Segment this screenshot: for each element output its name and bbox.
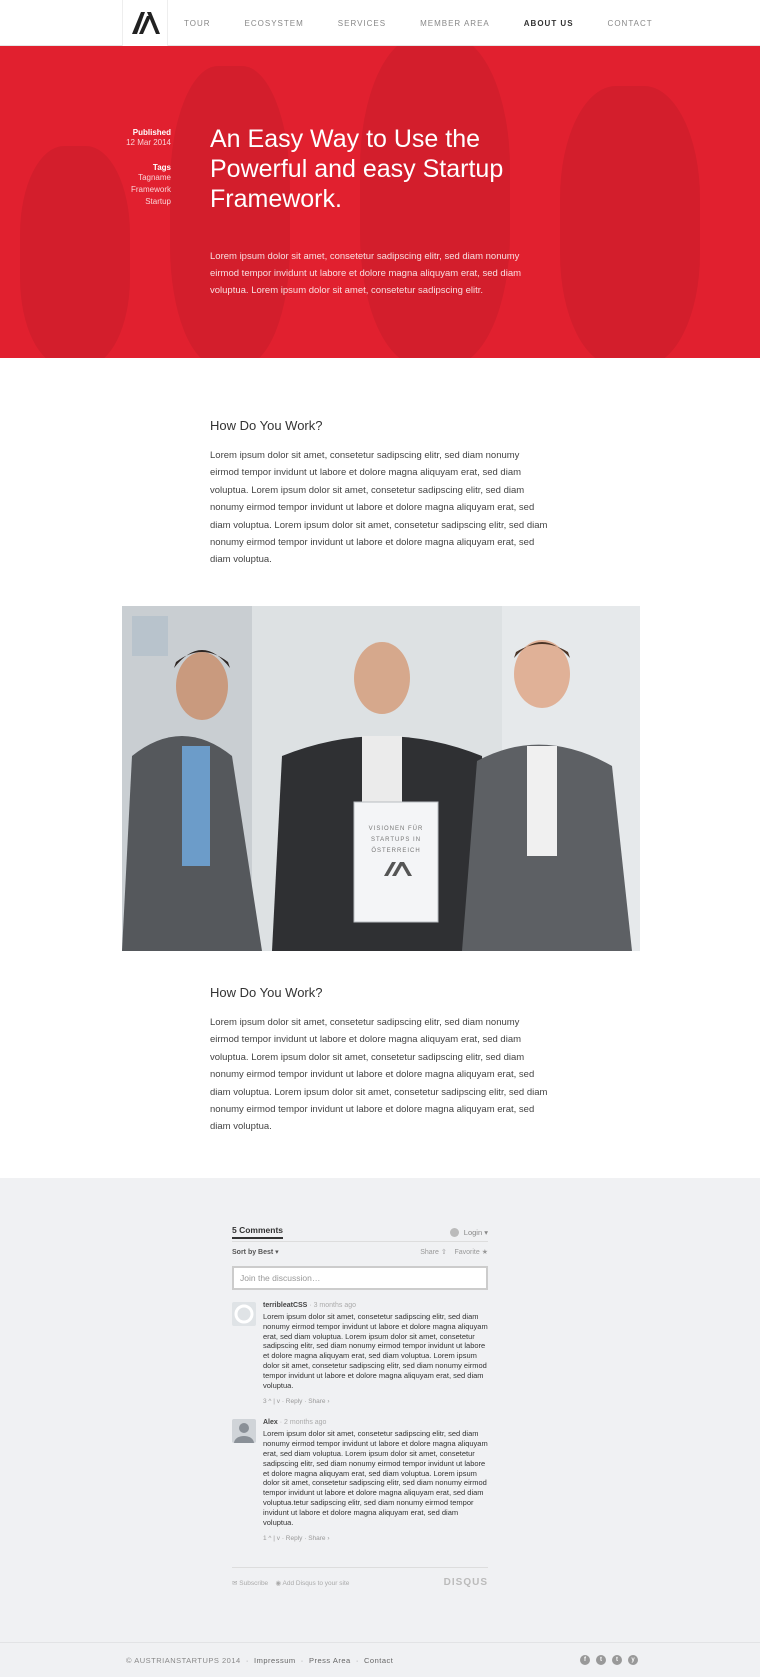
logo[interactable]	[122, 0, 168, 46]
avatar[interactable]	[232, 1419, 256, 1443]
disqus-thread	[232, 1224, 488, 1542]
disqus-icon: ◉	[275, 1579, 282, 1587]
nav-link-ecosystem[interactable]: ECOSYSTEM	[244, 18, 304, 28]
tumblr-icon[interactable]: t	[612, 1655, 622, 1665]
team-photo-illustration	[122, 606, 640, 951]
post-meta	[91, 128, 171, 208]
tag-link[interactable]: Tagname	[138, 173, 171, 182]
book-cover-text: VISIONEN FÜR STARTUPS IN ÖSTERREICH	[368, 826, 424, 854]
comment-author[interactable]: terribleatCSS	[263, 1302, 308, 1309]
disqus-footer	[232, 1567, 488, 1588]
hero-bg-figure	[560, 86, 700, 358]
hero-intro: Lorem ipsum dolor sit amet, consetetur sadipscing elitr, sed diam nonumy eirmod tempor invidunt ut labore et dolore magna aliquyam erat, sed diam voluptua. Lorem ipsum dolor sit amet, consetetur sadipscing elitr.	[210, 251, 522, 296]
youtube-icon[interactable]: y	[628, 1655, 638, 1665]
section-body: Lorem ipsum dolor sit amet, consetetur sadipscing elitr, sed diam nonumy eirmod tempor invidunt ut labore et dolore magna aliquyam erat, sed diam voluptua. Lorem ipsum dolor sit amet, consetetur sadipscing elitr, sed diam nonumy eirmod tempor invidunt ut labore et dolore magna aliquyam erat, sed diam voluptua. Lorem ipsum dolor sit amet, consetetur sadipscing elitr, sed diam nonumy eirmod tempor invidunt ut labore et dolore magna aliquyam erat, sed diam voluptua.	[210, 450, 548, 566]
favorite-button[interactable]: Favorite ★	[454, 1249, 488, 1256]
comment: Alex · 2 months ago Lorem ipsum dolor sit amet, consetetur sadipscing elitr, sed diam nonumy eirmod tempor invidunt ut labore et dolore magna aliquyam erat, sed diam voluptua. Lorem ipsum dolor sit amet, consetetur sadipscing elitr, sed diam nonumy eirmod tempor invidunt ut labore et dolore magna aliquyam erat, sed diam voluptua. Lorem ipsum dolor sit amet, consetetur sadipscing elitr, sed diam nonumy eirmod tempor invidunt ut labore et dolore magna aliquyam erat, sed diam voluptua.tetur sadipscing elitr, sed diam nonumy eirmod tempor invidunt ut labore et dolore magna aliquyam erat, sed diam voluptua. 1 ^ | v · Reply · Share ›	[232, 1419, 488, 1542]
comment-author[interactable]: Alex	[263, 1419, 278, 1427]
share-button[interactable]: Share ⇧	[420, 1249, 447, 1256]
sort-dropdown[interactable]: Sort by Best ▾	[232, 1249, 279, 1256]
comment: terribleatCSS · 3 months ago Lorem ipsum dolor sit amet, consetetur sadipscing elitr, sed diam nonumy eirmod tempor invidunt ut labore et dolore magna aliquyam erat, sed diam voluptua. Lorem ipsum dolor sit amet, consetetur sadipscing elitr, sed diam nonumy eirmod tempor invidunt ut labore et dolore magna aliquyam erat, sed diam voluptua. Lorem ipsum dolor sit amet, consetetur sadipscing elitr, sed diam nonumy eirmod tempor invidunt ut labore et dolore magna aliquyam erat, sed diam voluptua. 3 ^ | v · Reply · Share ›	[232, 1302, 488, 1405]
disqus-icon	[450, 1228, 459, 1237]
login-button[interactable]: Login ▾	[450, 1228, 488, 1237]
avatar[interactable]	[232, 1302, 256, 1326]
footer-link-press-area[interactable]: Press Area	[308, 1656, 351, 1665]
facebook-icon[interactable]: f	[580, 1655, 590, 1665]
comment-text: Lorem ipsum dolor sit amet, consetetur sadipscing elitr, sed diam nonumy eirmod tempor invidunt ut labore et dolore magna aliquyam erat, sed diam voluptua. Lorem ipsum dolor sit amet, consetetur sadipscing elitr, sed diam nonumy eirmod tempor invidunt ut labore et dolore magna aliquyam erat, sed diam voluptua. Lorem ipsum dolor sit amet, consetetur sadipscing elitr, sed diam nonumy eirmod tempor invidunt ut labore et dolore magna aliquyam erat, sed diam voluptua.	[263, 1312, 488, 1390]
social-links	[580, 1655, 644, 1665]
nav-link-contact[interactable]: CONTACT	[607, 18, 653, 28]
divider	[232, 1241, 488, 1242]
comment-input[interactable]: Join the discussion…	[232, 1266, 488, 1290]
tags-label: Tags	[152, 163, 171, 172]
tag-link[interactable]: Framework	[130, 185, 171, 194]
comment-actions[interactable]: 1 ^ | v · Reply · Share ›	[263, 1535, 330, 1543]
footer-link-contact[interactable]: Contact	[364, 1656, 394, 1665]
page-title: An Easy Way to Use the Powerful and easy Startup Framework.	[210, 125, 504, 213]
site-footer: © AUSTRIANSTARTUPS 2014 · Impressum · Press Area · Contact f t t y	[0, 1642, 760, 1677]
comment-time[interactable]: 2 months ago	[284, 1419, 327, 1427]
nav-links	[184, 0, 687, 46]
section-body: Lorem ipsum dolor sit amet, consetetur sadipscing elitr, sed diam nonumy eirmod tempor invidunt ut labore et dolore magna aliquyam erat, sed diam voluptua. Lorem ipsum dolor sit amet, consetetur sadipscing elitr, sed diam nonumy eirmod tempor invidunt ut labore et dolore magna aliquyam erat, sed diam voluptua. Lorem ipsum dolor sit amet, consetetur sadipscing elitr, sed diam nonumy eirmod tempor invidunt ut labore et dolore magna aliquyam erat, sed diam voluptua.	[210, 1017, 548, 1133]
add-disqus-link[interactable]: ◉ Add Disqus to your site	[275, 1579, 350, 1587]
section-title: How Do You Work?	[210, 418, 323, 433]
nav-link-services[interactable]: SERVICES	[337, 18, 387, 28]
section-title: How Do You Work?	[210, 985, 323, 1000]
subscribe-link[interactable]: ✉ Subscribe	[232, 1579, 269, 1587]
disqus-brand[interactable]: DISQUS	[443, 1577, 488, 1588]
user-silhouette-icon	[232, 1419, 256, 1443]
copyright: © AUSTRIANSTARTUPS 2014	[126, 1656, 241, 1665]
comment-actions[interactable]: 3 ^ | v · Reply · Share ›	[263, 1398, 330, 1406]
user-avatar-icon	[232, 1302, 256, 1326]
hero-banner	[0, 46, 760, 358]
twitter-icon[interactable]: t	[596, 1655, 606, 1665]
comment-count[interactable]: 5 Comments	[232, 1225, 283, 1239]
comment-text: Lorem ipsum dolor sit amet, consetetur sadipscing elitr, sed diam nonumy eirmod tempor invidunt ut labore et dolore magna aliquyam erat, sed diam voluptua. Lorem ipsum dolor sit amet, consetetur sadipscing elitr, sed diam nonumy eirmod tempor invidunt ut labore et dolore magna aliquyam erat, sed diam voluptua. Lorem ipsum dolor sit amet, consetetur sadipscing elitr, sed diam nonumy eirmod tempor invidunt ut labore et dolore magna aliquyam erat, sed diam voluptua.tetur sadipscing elitr, sed diam nonumy eirmod tempor invidunt ut labore et dolore magna aliquyam erat, sed diam voluptua.	[263, 1429, 488, 1527]
logo-mark-icon	[129, 6, 163, 40]
nav-link-member-area[interactable]: MEMBER AREA	[420, 18, 490, 28]
published-date: 12 Mar 2014	[126, 138, 171, 147]
tag-link[interactable]: Startup	[145, 197, 171, 206]
published-label: Published	[132, 128, 171, 137]
nav-link-tour[interactable]: TOUR	[184, 18, 211, 28]
team-photo	[122, 606, 640, 951]
nav-link-about-us[interactable]: ABOUT US	[523, 18, 574, 28]
login-label: Login	[463, 1227, 483, 1237]
footer-link-impressum[interactable]: Impressum	[254, 1656, 296, 1665]
comment-time[interactable]: 3 months ago	[313, 1302, 357, 1309]
top-navigation	[0, 0, 760, 46]
mail-icon: ✉	[232, 1579, 238, 1587]
